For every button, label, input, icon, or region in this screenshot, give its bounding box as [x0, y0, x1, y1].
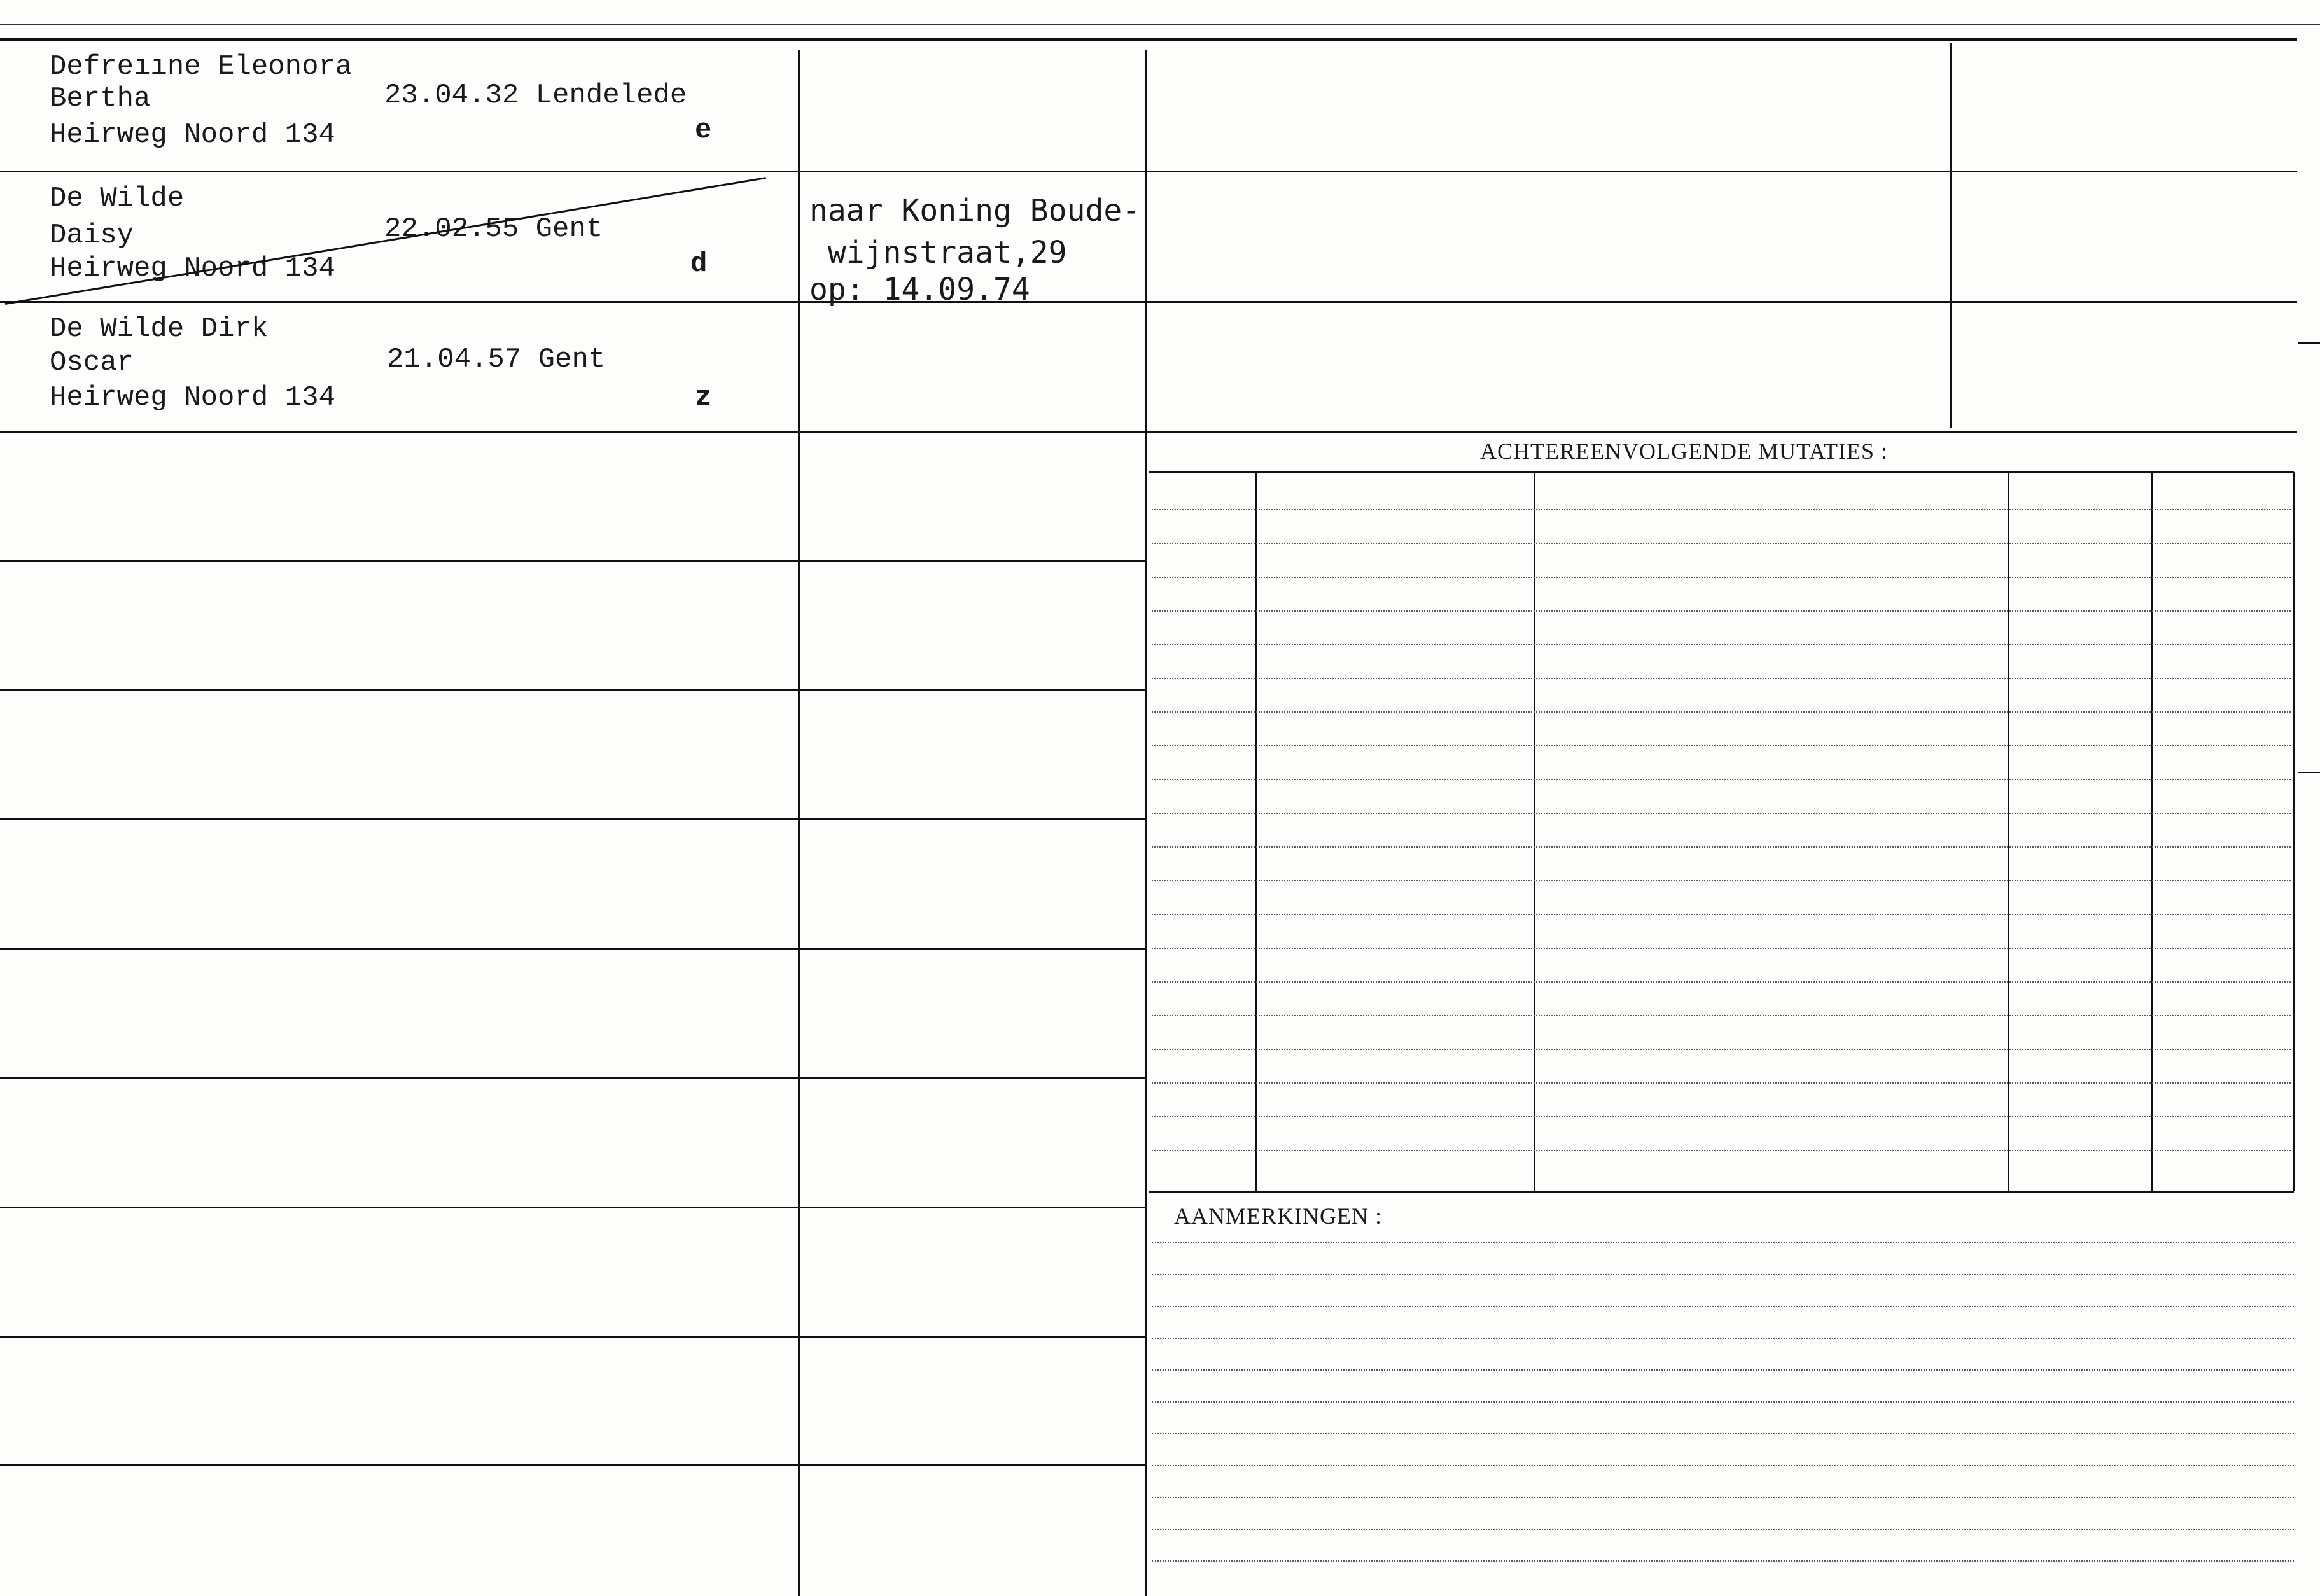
remarks-dotted-row [1152, 1369, 2294, 1371]
mutations-dotted-row [1152, 610, 2291, 612]
row-rule [0, 689, 1145, 691]
mutations-table-top [1149, 471, 2294, 473]
mutations-dotted-row [1152, 1015, 2291, 1016]
record-2-note-line-1: naar Koning Boude- [809, 193, 1141, 228]
mutations-dotted-row [1152, 577, 2291, 578]
row-rule [0, 818, 1145, 820]
mutations-dotted-row [1152, 711, 2291, 713]
record-1-birth: 23.04.32 Lendelede [384, 80, 687, 111]
remarks-dotted-row [1152, 1242, 2294, 1243]
mutations-dotted-row [1152, 948, 2291, 949]
mutations-dotted-row [1152, 745, 2291, 746]
remarks-dotted-row [1152, 1529, 2294, 1530]
mutations-dotted-row [1152, 779, 2291, 780]
record-2-name-line-2: Daisy [50, 220, 134, 251]
row-rule [0, 1336, 1145, 1338]
row-rule [0, 1077, 1145, 1079]
record-2-birth: 22.02.55 Gent [384, 213, 603, 245]
mutations-dotted-row [1152, 543, 2291, 544]
mutations-dotted-row [1152, 509, 2291, 510]
record-2-status-code: d [690, 248, 708, 280]
mutations-dotted-row [1152, 1150, 2291, 1151]
record-3-address: Heirweg Noord 134 [50, 382, 335, 414]
mutations-dotted-row [1152, 880, 2291, 881]
margin-tick [2298, 772, 2320, 773]
column-divider-1 [798, 50, 800, 1596]
top-rule [0, 24, 2320, 25]
row-rule [0, 171, 2297, 172]
mutations-table-bottom [1149, 1191, 2294, 1193]
record-3-name-line-2: Oscar [50, 347, 134, 379]
remarks-dotted-row [1152, 1560, 2294, 1562]
mutations-title: ACHTEREENVOLGENDE MUTATIES : [1480, 438, 1889, 464]
mutations-dotted-row [1152, 981, 2291, 983]
mutations-col-5 [2293, 472, 2295, 1191]
row-rule [0, 431, 2297, 433]
row-rule [0, 1464, 1145, 1466]
mutations-dotted-row [1152, 644, 2291, 645]
mutations-dotted-row [1152, 813, 2291, 814]
record-2-note-line-3: op: 14.09.74 [809, 272, 1030, 307]
mutations-dotted-row [1152, 1049, 2291, 1050]
column-divider-2 [1145, 50, 1147, 1596]
record-3-birth: 21.04.57 Gent [387, 344, 606, 375]
remarks-dotted-row [1152, 1465, 2294, 1466]
remarks-dotted-row [1152, 1338, 2294, 1339]
remarks-dotted-row [1152, 1306, 2294, 1307]
mutations-dotted-row [1152, 1082, 2291, 1084]
record-3-name-line-1: De Wilde Dirk [50, 313, 269, 345]
remarks-dotted-row [1152, 1433, 2294, 1434]
record-1-name-line-1: Defreııne Eleonora [50, 51, 353, 83]
remarks-dotted-row [1152, 1401, 2294, 1403]
record-1-status-code: e [695, 115, 712, 146]
remarks-dotted-row [1152, 1497, 2294, 1498]
mutations-dotted-row [1152, 914, 2291, 915]
record-1-name-line-2: Bertha [50, 83, 151, 115]
record-2-name-line-1: De Wilde [50, 183, 185, 214]
mutations-dotted-row [1152, 846, 2291, 848]
row-rule [0, 560, 1145, 562]
row-rule [0, 1207, 1145, 1208]
record-2-address: Heirweg Noord 134 [50, 253, 335, 284]
record-1-address: Heirweg Noord 134 [50, 119, 335, 151]
row-rule [0, 948, 1145, 950]
remarks-dotted-row [1152, 1274, 2294, 1275]
remarks-title: AANMERKINGEN : [1174, 1203, 1382, 1229]
record-2-note-line-2: wijnstraat,29 [809, 235, 1067, 270]
row-rule [0, 301, 2297, 303]
record-3-status-code: z [695, 382, 712, 414]
mutations-dotted-row [1152, 678, 2291, 679]
top-rule-heavy [0, 38, 2297, 41]
column-divider-3 [1950, 43, 1952, 428]
margin-tick [2298, 342, 2320, 344]
mutations-dotted-row [1152, 1116, 2291, 1117]
